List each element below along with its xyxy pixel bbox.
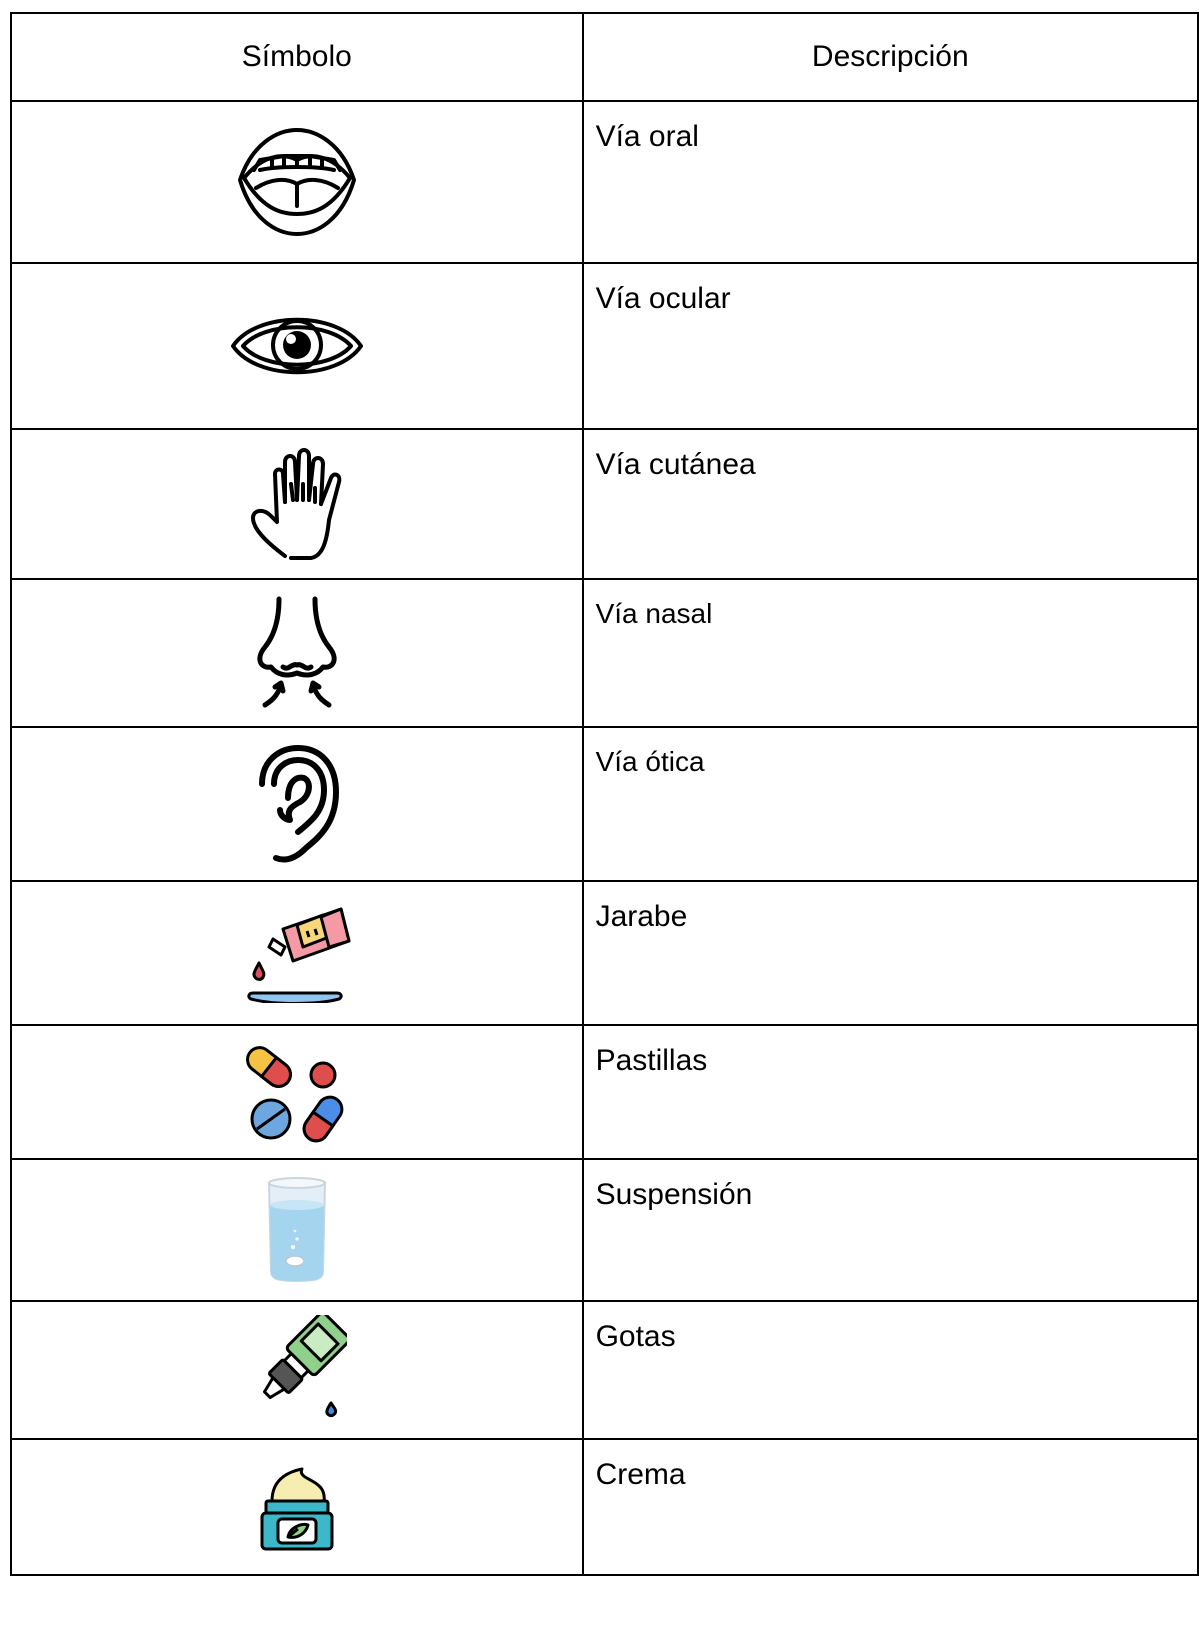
suspension-beaker-icon <box>257 1175 337 1285</box>
table-row <box>11 1301 1198 1439</box>
table-row <box>11 101 1198 263</box>
syrup-icon <box>237 903 357 1003</box>
symbol-cell <box>11 101 583 263</box>
description-cell: Vía oral <box>583 101 1198 263</box>
table-row <box>11 429 1198 579</box>
hand-icon <box>247 444 347 564</box>
table-row <box>11 727 1198 881</box>
symbol-cell <box>11 1159 583 1301</box>
symbol-cell <box>11 579 583 727</box>
mouth-icon <box>232 122 362 242</box>
description-cell: Vía nasal <box>583 579 1198 727</box>
column-header-description: Descripción <box>583 13 1198 101</box>
symbol-cell <box>11 1025 583 1159</box>
ear-icon <box>252 744 342 864</box>
description-cell: Pastillas <box>583 1025 1198 1159</box>
description-cell: Vía cutánea <box>583 429 1198 579</box>
table-row <box>11 1025 1198 1159</box>
description-cell: Vía ocular <box>583 263 1198 429</box>
symbol-cell <box>11 727 583 881</box>
description-cell: Crema <box>583 1439 1198 1575</box>
table-row <box>11 1439 1198 1575</box>
medication-symbols-table <box>10 12 1199 1576</box>
eye-icon <box>227 301 367 391</box>
table-row <box>11 1159 1198 1301</box>
table-row <box>11 579 1198 727</box>
pills-icon <box>237 1037 357 1147</box>
symbol-cell <box>11 881 583 1025</box>
symbol-cell <box>11 1301 583 1439</box>
table-row <box>11 263 1198 429</box>
symbol-cell <box>11 1439 583 1575</box>
symbol-cell <box>11 263 583 429</box>
description-cell: Vía ótica <box>583 727 1198 881</box>
nose-icon <box>247 593 347 713</box>
dropper-bottle-icon <box>247 1315 347 1425</box>
table-header-row <box>11 13 1198 101</box>
description-cell: Jarabe <box>583 881 1198 1025</box>
description-cell: Gotas <box>583 1301 1198 1439</box>
table-row <box>11 881 1198 1025</box>
description-cell: Suspensión <box>583 1159 1198 1301</box>
column-header-symbol: Símbolo <box>11 13 583 101</box>
symbol-cell <box>11 429 583 579</box>
cream-jar-icon <box>252 1457 342 1557</box>
